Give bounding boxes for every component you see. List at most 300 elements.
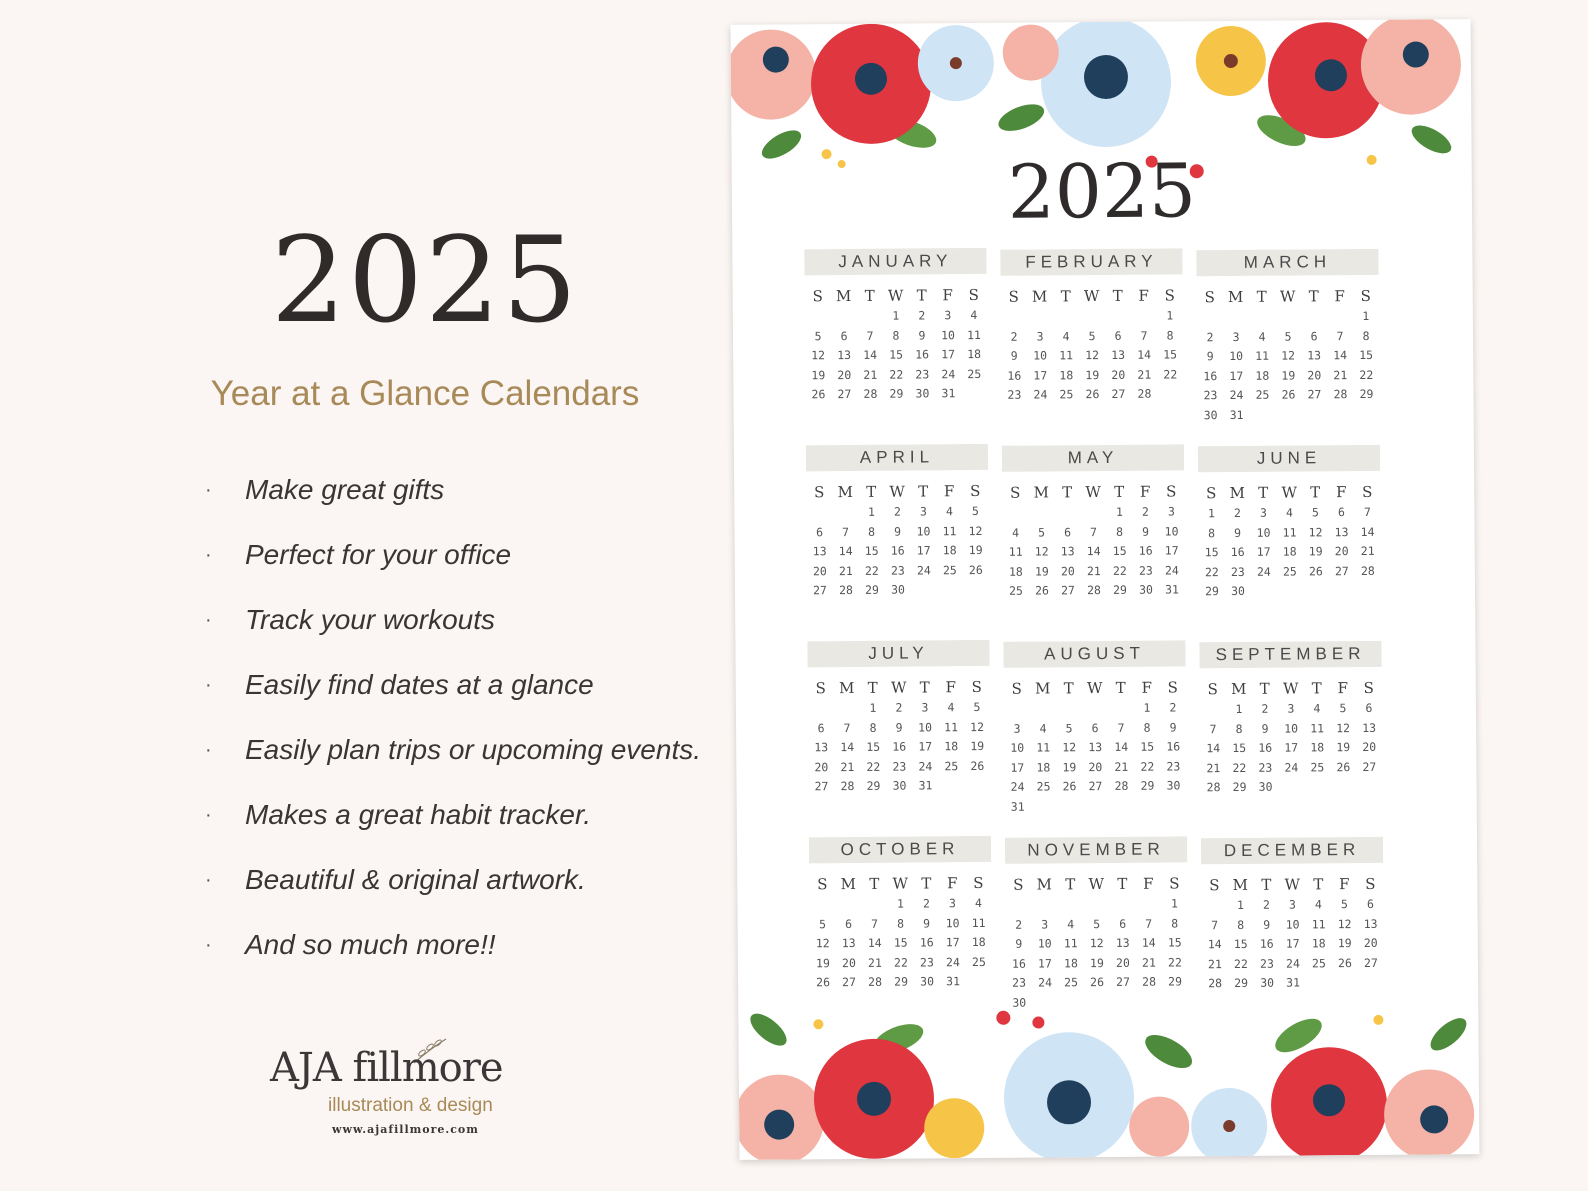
day-number: 14 xyxy=(838,543,853,559)
bullet-icon: · xyxy=(205,934,212,956)
empty-day xyxy=(1054,503,1080,523)
day-number: 29 xyxy=(866,778,881,793)
day-number: 11 xyxy=(1059,348,1074,363)
day-number: 21 xyxy=(840,759,855,774)
day-number: 20 xyxy=(1088,759,1103,774)
day-number: 28 xyxy=(1087,583,1101,598)
weekday-label: M xyxy=(1036,875,1053,894)
day-number: 12 xyxy=(1337,916,1352,931)
day-number: 29 xyxy=(1234,975,1249,990)
day-number: 12 xyxy=(1085,348,1100,363)
day-number: 25 xyxy=(1255,387,1270,402)
bullet-icon: · xyxy=(205,804,212,826)
month-days-grid xyxy=(805,284,988,405)
feature-text: Makes a great habit tracker. xyxy=(245,799,592,830)
day-number: 18 xyxy=(1008,564,1023,579)
empty-day xyxy=(1135,895,1161,915)
empty-day xyxy=(835,895,861,915)
day-number: 25 xyxy=(1282,563,1297,579)
day-number: 6 xyxy=(1365,700,1373,715)
month-block xyxy=(809,836,992,993)
weekday-label: W xyxy=(890,678,907,697)
weekday-label: M xyxy=(839,678,855,698)
calendar-year: 2025 xyxy=(1007,148,1197,236)
day-number: 21 xyxy=(863,367,878,382)
weekday-label: M xyxy=(835,286,852,306)
day-number: 28 xyxy=(1360,563,1375,578)
weekday-label: S xyxy=(1166,482,1177,501)
day-number: 13 xyxy=(1115,935,1130,950)
day-number: 2 xyxy=(1206,329,1214,344)
day-number: 6 xyxy=(1366,896,1375,911)
day-number: 16 xyxy=(892,739,907,754)
day-number: 3 xyxy=(919,504,927,519)
day-number: 23 xyxy=(1166,758,1181,774)
day-number: 12 xyxy=(968,523,983,538)
day-number: 11 xyxy=(1310,720,1325,735)
weekday-label: F xyxy=(1138,286,1149,305)
day-number: 4 xyxy=(974,895,982,911)
feature-item xyxy=(205,470,701,535)
weekday-label: F xyxy=(945,678,957,697)
day-number: 18 xyxy=(967,346,982,362)
day-number: 20 xyxy=(1111,367,1126,382)
day-number: 18 xyxy=(1282,544,1297,559)
empty-day xyxy=(861,895,887,915)
day-number: 23 xyxy=(1258,760,1273,775)
day-number: 24 xyxy=(918,758,933,773)
day-number: 22 xyxy=(1112,563,1127,578)
day-number: 11 xyxy=(942,523,957,538)
weekday-label: W xyxy=(1284,875,1301,894)
empty-day xyxy=(1108,699,1134,719)
month-days-grid xyxy=(1001,284,1184,405)
day-number: 5 xyxy=(971,503,979,519)
bullet-icon: · xyxy=(205,479,212,501)
day-number: 27 xyxy=(1334,563,1349,578)
day-number: 16 xyxy=(915,347,930,362)
empty-day xyxy=(1002,504,1028,524)
empty-day xyxy=(1027,307,1053,327)
weekday-label: T xyxy=(1115,678,1126,697)
day-number: 25 xyxy=(971,954,986,969)
day-number: 6 xyxy=(1064,524,1072,539)
day-number: 7 xyxy=(843,720,851,735)
day-number: 3 xyxy=(1041,916,1049,932)
day-number: 14 xyxy=(1086,544,1101,559)
empty-day xyxy=(1056,699,1082,719)
weekday-label: S xyxy=(1360,286,1371,305)
day-number: 24 xyxy=(1164,562,1179,578)
bullet-icon: · xyxy=(205,674,212,696)
day-number: 31 xyxy=(1286,975,1301,990)
day-number: 2 xyxy=(1233,505,1241,520)
feature-text: Perfect for your office xyxy=(245,539,512,570)
weekday-label: F xyxy=(1335,483,1347,502)
month-days-grid xyxy=(1002,480,1185,601)
feature-item xyxy=(205,665,701,730)
empty-day xyxy=(832,503,858,523)
day-number: 23 xyxy=(1230,564,1245,579)
day-number: 7 xyxy=(1363,504,1371,519)
weekday-label: S xyxy=(1169,874,1180,893)
day-number: 9 xyxy=(1142,524,1150,539)
day-number: 25 xyxy=(1310,759,1325,774)
empty-day xyxy=(1201,896,1227,916)
day-number: 27 xyxy=(842,974,857,990)
day-number: 18 xyxy=(1063,955,1078,970)
day-number: 8 xyxy=(868,524,876,539)
day-number: 1 xyxy=(867,504,875,519)
day-number: 23 xyxy=(1012,975,1027,990)
bullet-icon: · xyxy=(205,869,212,891)
day-number: 6 xyxy=(1119,916,1127,931)
weekday-label: M xyxy=(837,482,853,502)
month-name: APRIL xyxy=(806,444,988,471)
day-number: 29 xyxy=(1232,779,1247,795)
feature-item xyxy=(205,600,701,665)
weekday-label: S xyxy=(814,483,825,502)
weekday-label: W xyxy=(1282,679,1299,698)
weekday-label: W xyxy=(1279,287,1296,306)
day-number: 9 xyxy=(1234,525,1242,540)
month-name: FEBRUARY xyxy=(1000,248,1182,275)
day-number: 21 xyxy=(838,563,853,578)
day-number: 26 xyxy=(1035,583,1049,598)
empty-day xyxy=(1083,895,1109,915)
weekday-label: T xyxy=(1310,483,1321,502)
day-number: 19 xyxy=(1062,759,1077,774)
day-number: 18 xyxy=(1036,759,1051,775)
day-number: 15 xyxy=(1233,936,1248,951)
day-number: 2 xyxy=(918,308,926,323)
day-number: 22 xyxy=(864,563,879,578)
day-number: 17 xyxy=(1037,955,1052,971)
bullet-icon: · xyxy=(205,609,212,631)
day-number: 12 xyxy=(1062,740,1077,755)
day-number: 1 xyxy=(896,896,904,911)
day-number: 18 xyxy=(1310,740,1325,755)
day-number: 16 xyxy=(1007,368,1022,383)
day-number: 11 xyxy=(1311,916,1326,931)
day-number: 1 xyxy=(1235,701,1243,716)
weekday-label: S xyxy=(815,679,826,698)
day-number: 6 xyxy=(845,916,853,931)
day-number: 14 xyxy=(1333,348,1348,363)
day-number: 18 xyxy=(1311,936,1326,951)
weekday-label: T xyxy=(919,678,930,697)
day-number: 13 xyxy=(1088,740,1103,755)
weekday-label: T xyxy=(1261,875,1272,894)
feature-text: And so much more!! xyxy=(245,929,496,960)
weekday-label: F xyxy=(1141,678,1153,697)
day-number: 10 xyxy=(918,719,933,734)
day-number: 22 xyxy=(866,759,881,774)
day-number: 17 xyxy=(1229,368,1244,383)
day-number: 15 xyxy=(1140,739,1155,754)
feature-text: Beautiful & original artwork. xyxy=(245,864,586,895)
day-number: 28 xyxy=(1137,386,1152,401)
day-number: 24 xyxy=(1256,564,1271,579)
weekday-label: S xyxy=(970,481,981,501)
day-number: 17 xyxy=(918,739,933,754)
day-number: 28 xyxy=(863,386,878,401)
day-number: 24 xyxy=(1285,955,1300,971)
month-days-grid xyxy=(808,676,991,797)
empty-day xyxy=(1057,895,1083,915)
day-number: 28 xyxy=(1114,778,1129,793)
day-number: 30 xyxy=(1139,582,1153,597)
day-number: 22 xyxy=(1359,367,1374,382)
weekday-label: T xyxy=(1311,679,1322,698)
day-number: 1 xyxy=(1166,308,1174,323)
day-number: 12 xyxy=(1089,936,1104,951)
day-number: 26 xyxy=(970,758,985,773)
day-number: 12 xyxy=(1281,348,1296,363)
day-number: 15 xyxy=(1359,347,1374,362)
month-block xyxy=(1000,248,1183,405)
day-number: 5 xyxy=(1065,720,1073,735)
day-number: 17 xyxy=(1256,544,1271,559)
day-number: 30 xyxy=(1203,407,1218,422)
day-number: 15 xyxy=(1204,545,1219,560)
day-number: 4 xyxy=(1258,329,1266,344)
day-number: 2 xyxy=(1169,700,1177,715)
feature-text: Easily find dates at a glance xyxy=(245,669,594,700)
day-number: 2 xyxy=(1010,329,1018,344)
day-number: 24 xyxy=(1010,779,1025,794)
day-number: 9 xyxy=(894,524,902,539)
month-block xyxy=(1003,640,1186,816)
day-number: 26 xyxy=(1090,975,1105,990)
day-number: 17 xyxy=(1010,760,1025,775)
day-number: 16 xyxy=(1011,956,1026,971)
empty-day xyxy=(834,699,860,719)
day-number: 3 xyxy=(1167,504,1175,519)
brand-tagline: illustration & design xyxy=(328,1095,493,1116)
weekday-label: S xyxy=(968,285,979,305)
day-number: 30 xyxy=(915,386,930,401)
day-number: 13 xyxy=(1363,916,1378,931)
weekday-label: T xyxy=(869,874,880,893)
day-number: 10 xyxy=(945,915,960,930)
month-block xyxy=(1005,836,1188,1012)
day-number: 28 xyxy=(868,974,883,989)
day-number: 6 xyxy=(840,328,848,343)
day-number: 6 xyxy=(817,720,825,735)
day-number: 17 xyxy=(941,347,956,362)
day-number: 27 xyxy=(1088,779,1103,794)
day-number: 13 xyxy=(812,544,827,559)
weekday-label: S xyxy=(1365,874,1376,893)
day-number: 16 xyxy=(919,935,934,950)
day-number: 20 xyxy=(1060,563,1075,578)
month-days-grid xyxy=(809,872,992,993)
day-number: 8 xyxy=(1362,328,1370,343)
day-number: 27 xyxy=(1111,386,1126,401)
day-number: 12 xyxy=(1034,544,1049,559)
weekday-label: M xyxy=(1031,287,1048,306)
day-number: 19 xyxy=(1308,544,1323,559)
weekday-label: T xyxy=(1065,875,1076,894)
day-number: 16 xyxy=(1230,544,1245,560)
day-number: 24 xyxy=(1284,759,1299,775)
day-number: 23 xyxy=(1138,563,1153,578)
day-number: 12 xyxy=(815,936,830,951)
day-number: 30 xyxy=(1166,778,1181,793)
month-name: NOVEMBER xyxy=(1005,836,1187,863)
month-block xyxy=(1198,445,1381,602)
weekday-label: M xyxy=(840,874,857,894)
weekday-label: S xyxy=(971,677,982,697)
day-number: 29 xyxy=(1168,974,1183,989)
day-number: 28 xyxy=(1142,974,1157,989)
day-number: 9 xyxy=(918,327,926,342)
day-number: 19 xyxy=(811,367,826,382)
month-days-grid xyxy=(1201,873,1384,994)
day-number: 28 xyxy=(1208,976,1223,991)
feature-item xyxy=(205,730,701,795)
day-number: 17 xyxy=(1284,740,1299,755)
day-number: 3 xyxy=(948,896,956,911)
day-number: 20 xyxy=(841,955,856,970)
feature-item xyxy=(205,925,701,990)
day-number: 27 xyxy=(837,386,852,402)
day-number: 4 xyxy=(1314,897,1323,912)
weekday-label: F xyxy=(942,286,953,305)
empty-day xyxy=(1082,699,1108,719)
day-number: 17 xyxy=(1033,367,1048,383)
day-number: 5 xyxy=(1038,524,1046,540)
day-number: 7 xyxy=(866,328,874,343)
day-number: 30 xyxy=(920,974,935,989)
day-number: 30 xyxy=(1258,779,1273,794)
day-number: 25 xyxy=(1036,779,1051,794)
promo-year: 2025 xyxy=(270,211,580,349)
day-number: 25 xyxy=(1059,387,1074,402)
day-number: 4 xyxy=(945,504,953,519)
day-number: 28 xyxy=(840,778,855,794)
day-number: 2 xyxy=(1015,917,1023,932)
day-number: 2 xyxy=(1141,504,1149,519)
day-number: 7 xyxy=(1140,328,1148,343)
day-number: 3 xyxy=(921,700,929,715)
day-number: 11 xyxy=(1063,936,1078,951)
day-number: 14 xyxy=(1206,741,1221,756)
weekday-label: W xyxy=(887,286,904,305)
weekday-label: S xyxy=(1013,875,1024,894)
weekday-label: S xyxy=(1011,679,1022,698)
day-number: 24 xyxy=(1229,387,1244,403)
day-number: 7 xyxy=(1211,917,1219,932)
day-number: 14 xyxy=(840,739,855,755)
day-number: 17 xyxy=(1285,936,1300,951)
day-number: 1 xyxy=(1115,504,1123,519)
day-number: 25 xyxy=(944,758,959,773)
day-number: 14 xyxy=(867,935,882,950)
day-number: 4 xyxy=(1067,916,1075,931)
weekday-label: S xyxy=(1209,876,1220,895)
day-number: 5 xyxy=(814,328,822,343)
empty-day xyxy=(806,503,832,523)
day-number: 23 xyxy=(1007,387,1022,402)
day-number: 22 xyxy=(889,367,904,382)
day-number: 8 xyxy=(1166,327,1174,343)
weekday-label: T xyxy=(866,482,877,501)
empty-day xyxy=(1223,308,1249,328)
day-number: 6 xyxy=(1310,328,1318,343)
day-number: 22 xyxy=(1167,954,1182,970)
day-number: 22 xyxy=(1204,564,1219,579)
empty-day xyxy=(808,699,834,719)
day-number: 3 xyxy=(1013,721,1021,736)
weekday-label: T xyxy=(1112,286,1123,305)
day-number: 23 xyxy=(1259,956,1274,971)
weekday-label: S xyxy=(1204,288,1215,307)
weekday-label: F xyxy=(1143,874,1154,893)
day-number: 20 xyxy=(812,563,827,578)
day-number: 30 xyxy=(891,582,905,597)
day-number: 22 xyxy=(1233,956,1248,971)
month-name: JUNE xyxy=(1198,445,1380,472)
day-number: 13 xyxy=(1334,524,1349,539)
day-number: 8 xyxy=(1143,720,1151,735)
day-number: 28 xyxy=(839,582,853,598)
day-number: 20 xyxy=(1115,955,1130,970)
day-number: 12 xyxy=(1336,720,1351,735)
day-number: 28 xyxy=(1333,387,1348,402)
day-number: 30 xyxy=(1260,975,1275,990)
weekday-label: T xyxy=(918,482,929,501)
day-number: 11 xyxy=(1036,740,1051,755)
empty-day xyxy=(1028,503,1054,523)
day-number: 29 xyxy=(894,974,909,989)
weekday-label: F xyxy=(1334,287,1345,306)
day-number: 24 xyxy=(1033,387,1048,402)
weekday-label: S xyxy=(1010,483,1021,502)
day-number: 23 xyxy=(1203,388,1218,403)
day-number: 29 xyxy=(1113,582,1127,597)
day-number: 16 xyxy=(1203,368,1218,383)
weekday-label: T xyxy=(864,286,875,305)
day-number: 20 xyxy=(814,759,829,774)
weekday-label: T xyxy=(1060,287,1071,306)
day-number: 9 xyxy=(1015,936,1023,951)
day-number: 8 xyxy=(1237,917,1245,932)
day-number: 31 xyxy=(1165,582,1179,597)
day-number: 19 xyxy=(1034,563,1049,579)
month-name: OCTOBER xyxy=(809,836,991,863)
day-number: 10 xyxy=(1284,720,1299,736)
day-number: 9 xyxy=(1206,349,1214,364)
day-number: 27 xyxy=(814,779,829,794)
day-number: 24 xyxy=(945,954,960,969)
day-number: 8 xyxy=(1171,915,1179,930)
day-number: 13 xyxy=(837,347,852,363)
day-number: 7 xyxy=(1117,720,1125,735)
day-number: 16 xyxy=(1138,543,1153,558)
day-number: 2 xyxy=(922,896,930,911)
day-number: 9 xyxy=(1010,348,1018,363)
day-number: 26 xyxy=(1336,759,1351,774)
day-number: 20 xyxy=(837,367,852,382)
day-number: 5 xyxy=(1284,329,1292,344)
day-number: 11 xyxy=(1282,524,1297,540)
day-number: 10 xyxy=(1010,740,1025,755)
day-number: 16 xyxy=(890,543,905,558)
day-number: 3 xyxy=(1288,897,1297,912)
month-days-grid xyxy=(1005,872,1188,1012)
